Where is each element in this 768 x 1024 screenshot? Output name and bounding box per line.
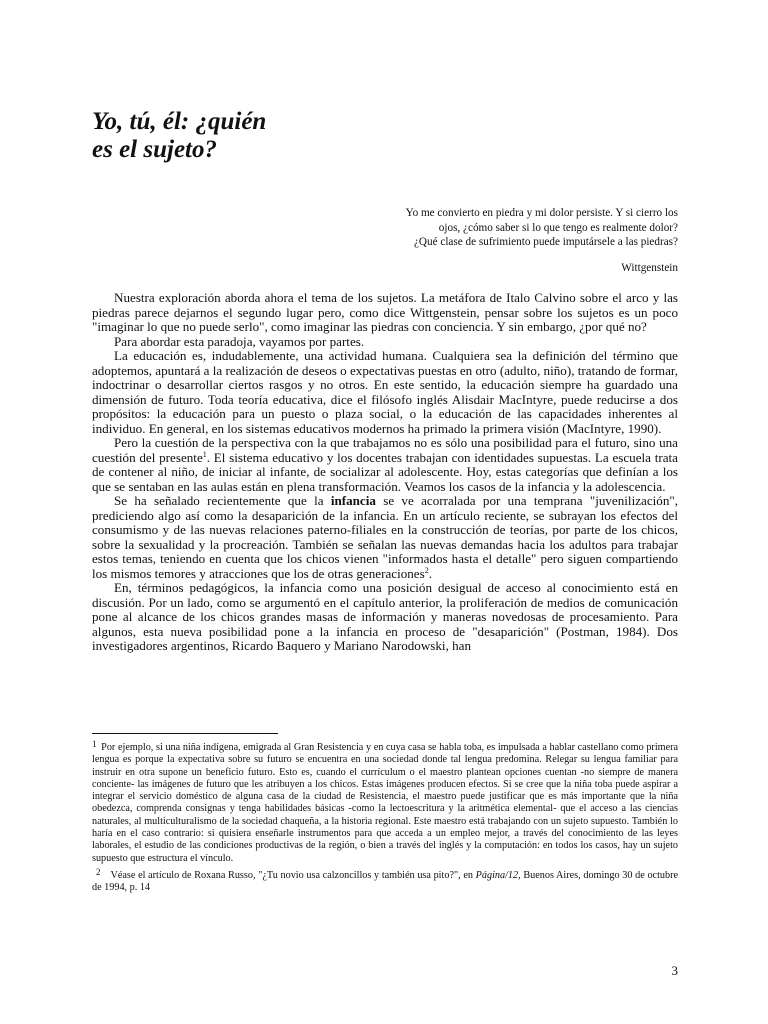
footnote-separator	[92, 733, 278, 734]
body-text	[92, 291, 678, 654]
page-number: 3	[671, 963, 678, 978]
paragraph-3: La educación es, indudablemente, una actividad humana. Cualquiera sea la definición del término que adoptemos, apuntará a la realización de deseos o expectativas puestas en otro (adulto, niño), tratando de formar, indoctrinar o desarrollar ciertos rasgos y no otros. En este sentido, la educación siempre ha guardado una dimensión de futuro. Toda teoría educativa, dice el filósofo inglés Alisdair MacIntyre, puede reducirse a dos propósitos: la educación para un puesto o plaza social, o la educación de las capacidades inherentes al individuo. En general, en los sistemas educativos modernos ha primado la primera visión (MacIntyre, 1990).	[92, 348, 678, 436]
footnote-2-source: Página/12,	[475, 869, 521, 881]
footnote-1-text: Por ejemplo, si una niña indígena, emigrada al Gran Resistencia y en cuya casa se habla toba, es impulsada a hablar castellano como primera lengua es porque la expectativa sobre su futuro se encuentra en una sociedad donde tal lengua predomina. Relegar su lengua familiar para instruir en otra supone un beneficio futuro. Esto es, cuando el currículum o el maestro plantean opciones cuentan -no siempre de manera conciente- las imágenes de futuro que les atribuyen a los chicos. Estas imágenes producen efectos. Si se cree que la niña toba puede aspirar a integrar el servicio doméstico de alguna casa de la ciudad de Resistencia, el maestro puede justificar que es más importante que la niña obedezca, comprenda consignas y tenga habilidades básicas -como la lectoescritura y la aritmética elemental- que el acceso a las ciencias naturales, al multiculturalismo de la sociedad chaqueña, a la historia regional. Este maestro está trabajando con un sujeto supuesto. También lo haría en el caso contrario: si quisiera enseñarle instrumentos para que acceda a un empleo mejor, a través del conocimiento de las leyes laborales, el estudio de las condiciones productivas de la región, o bien a través del inglés y la computación: en todos los casos, hay un sujeto supuesto que estructura el vínculo.	[92, 742, 679, 864]
footnote-ref-1[interactable]: 1	[202, 449, 207, 459]
paragraph-6: En, términos pedagógicos, la infancia como una posición desigual de acceso al conocimiento está en discusión. Por un lado, como se argumentó en el capítulo anterior, la proliferación de medios de comunicación pone al alcance de los chicos grandes masas de información y maneras novedosas de procesamiento. Para algunos, esta nueva posibilidad pone a la infancia en proceso de "desaparición" (Postman, 1984). Dos investigadores argentinos, Ricardo Baquero y Mariano Narodowski, han	[92, 580, 678, 653]
footnote-2-mark: 2	[96, 866, 101, 877]
paragraph-5-text-a: Se ha señalado recientemente que la	[114, 493, 331, 508]
footnote-1-mark: 1	[92, 739, 97, 749]
epigraph-line-2: ojos, ¿cómo saber si lo que tengo es realmente dolor?	[438, 221, 678, 234]
paragraph-5-text-b: se ve acorralada por una temprana "juvenilización", prediciendo algo así como la desaparición de la infancia. En un artículo reciente, se subrayan los efectos del consumismo y de las nuevas relaciones paterno-filiales en la construcción de teorías, por parte de los chicos, sobre la sexualidad y la procreación. También se señalan las nuevas demandas hacia los adultos para trabajar estos temas, teniendo en cuenta que los chicos vienen "informados hasta el detalle" pero siguen compartiendo los mismos temores y atracciones que los de otras generaciones	[92, 493, 678, 581]
epigraph-line-3: ¿Qué clase de sufrimiento puede imputársele a las piedras?	[413, 236, 678, 249]
paragraph-4-text-b: . El sistema educativo y los docentes trabajan con identidades supuestas. La escuela trata de contener al niño, de iniciar al infante, de socializar al adolescente. Hoy, estas categorías que definían a los que se sentaban en las aulas están en plena transformación. Veamos los casos de la infancia y la adolescencia.	[92, 449, 678, 494]
footnote-2-text-a: Véase el artículo de Roxana Russo, "¿Tu novio usa calzoncillos y también usa pito?", en	[110, 869, 476, 881]
paragraph-5-text-c: .	[428, 565, 432, 581]
paragraph-2: Para abordar esta paradoja, vayamos por partes.	[114, 333, 365, 349]
chapter-title	[92, 108, 392, 164]
footnote-ref-2[interactable]: 2	[424, 565, 429, 575]
chapter-title-line-1: Yo, tú, él: ¿quién	[92, 108, 267, 135]
paragraph-4-text-a: Pero la cuestión de la perspectiva con la que trabajamos no es sólo una posibilidad para el futuro, sino una cuestión del presente	[92, 435, 678, 465]
epigraph-line-1: Yo me convierto en piedra y mi dolor persiste. Y si cierro los	[405, 207, 678, 219]
footnote-2-text-b: Buenos Aires, domingo 30 de octubre de 1994, p. 14	[92, 869, 679, 894]
paragraph-4	[92, 436, 678, 494]
chapter-title-line-2: es el sujeto?	[92, 136, 217, 163]
epigraph	[300, 206, 678, 276]
footnote-2	[92, 866, 678, 895]
paragraph-1: Nuestra exploración aborda ahora el tema de los sujetos. La metáfora de Italo Calvino sobre el arco y las piedras parece dejarnos el segundo lugar pero, como dice Wittgenstein, pensar sobre los sujetos es un poco "imaginar lo que no puede serlo", como imaginar las piedras con conciencia. Y sin embargo, ¿por qué no?	[92, 290, 678, 334]
paragraph-5-bold-term: infancia	[330, 493, 376, 508]
footnotes	[92, 738, 678, 895]
footnote-1	[92, 738, 678, 865]
epigraph-author: Wittgenstein	[621, 262, 678, 275]
paragraph-5	[92, 494, 678, 581]
